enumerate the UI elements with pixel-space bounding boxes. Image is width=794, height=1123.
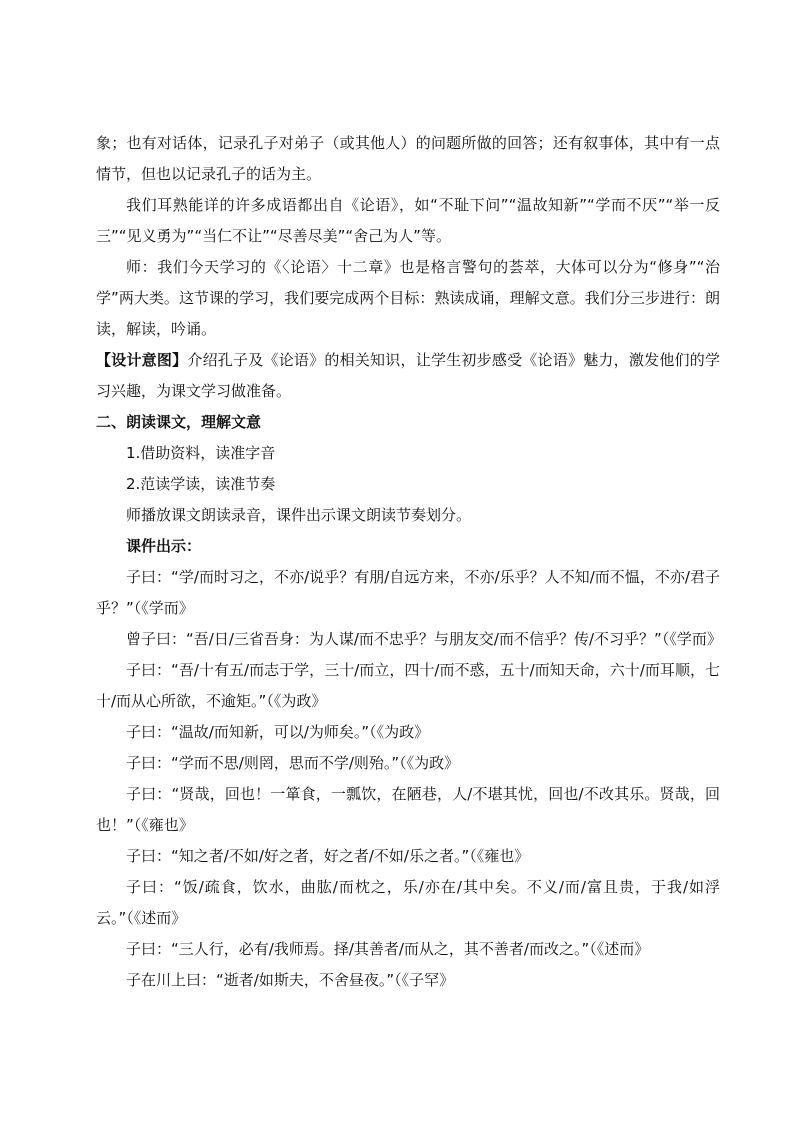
paragraph-idioms: 我们耳熟能详的许多成语都出自《论语》，如“不耻下问”“温故知新”“学而不厌”“举一反三”“见义勇为”“当仁不让”“尽善尽美”“舍己为人”等。 <box>96 196 720 245</box>
quote-8: 子曰：“饭/疏食，饮水，曲肱/而枕之，乐/亦在/其中矣。不义/而/富且贵，于我/如浮云。”（《述而》 <box>96 878 720 927</box>
design-intent-text: 介绍孔子及《论语》的相关知识，让学生初步感受《论语》魅力，激发他们的学习兴趣，为课文学习做准备。 <box>96 351 720 400</box>
step-item-1: 1.借助资料，读准字音 <box>126 444 276 462</box>
section-heading: 二、朗读课文，理解文意 <box>96 413 262 431</box>
quote-3: 子曰：“吾/十有五/而志于学，三十/而立，四十/而不惑，五十/而知天命，六十/而耳顺，七十/而从心所欲，不逾矩。”（《为政》 <box>96 661 720 710</box>
quote-1: 子曰：“学/而时习之，不亦/说乎？有朋/自远方来，不亦/乐乎？人不知/而不愠，不亦/君子乎？”（《学而》 <box>96 568 720 617</box>
quote-4: 子曰：“温故/而知新，可以/为师矣。”（《为政》 <box>126 723 430 741</box>
paragraph-recording: 师播放课文朗读录音，课件出示课文朗读节奏划分。 <box>126 506 472 524</box>
quote-7: 子曰：“知之者/不如/好之者，好之者/不如/乐之者。”（《雍也》 <box>126 847 530 865</box>
design-intent-label: 【设计意图】 <box>96 351 188 369</box>
courseware-label: 课件出示： <box>126 537 202 555</box>
quote-10: 子在川上曰：“逝者/如斯夫，不舍昼夜。”（《子罕》 <box>126 971 455 989</box>
quote-2: 曾子曰：“吾/日/三省吾身：为人谋/而不忠乎？与朋友交/而不信乎？传/不习乎？”（《学而》 <box>126 630 722 648</box>
paragraph-intro-continued: 象；也有对话体，记录孔子对弟子（或其他人）的问题所做的回答；还有叙事体，其中有一点情节，但也以记录孔子的话为主。 <box>96 134 720 183</box>
quote-5: 子曰：“学而不思/则罔，思而不学/则殆。”（《为政》 <box>126 754 460 772</box>
quote-6: 子曰：“贤哉，回也！一箪食，一瓢饮，在陋巷，人/不堪其忧，回也/不改其乐。贤哉，回也！”（《雍也》 <box>96 785 720 834</box>
document-body <box>96 128 720 996</box>
paragraph-teacher-intro: 师：我们今天学习的《〈论语〉十二章》也是格言警句的荟萃，大体可以分为“修身”“治学”两大类。这节课的学习，我们要完成两个目标：熟读成诵，理解文意。我们分三步进行：朗读，解读，吟诵。 <box>96 258 720 338</box>
step-item-2: 2.范读学读，读准节奏 <box>126 475 276 493</box>
quote-9: 子曰：“三人行，必有/我师焉。择/其善者/而从之，其不善者/而改之。”（《述而》 <box>126 940 650 958</box>
paragraph-design-intent <box>96 345 720 407</box>
